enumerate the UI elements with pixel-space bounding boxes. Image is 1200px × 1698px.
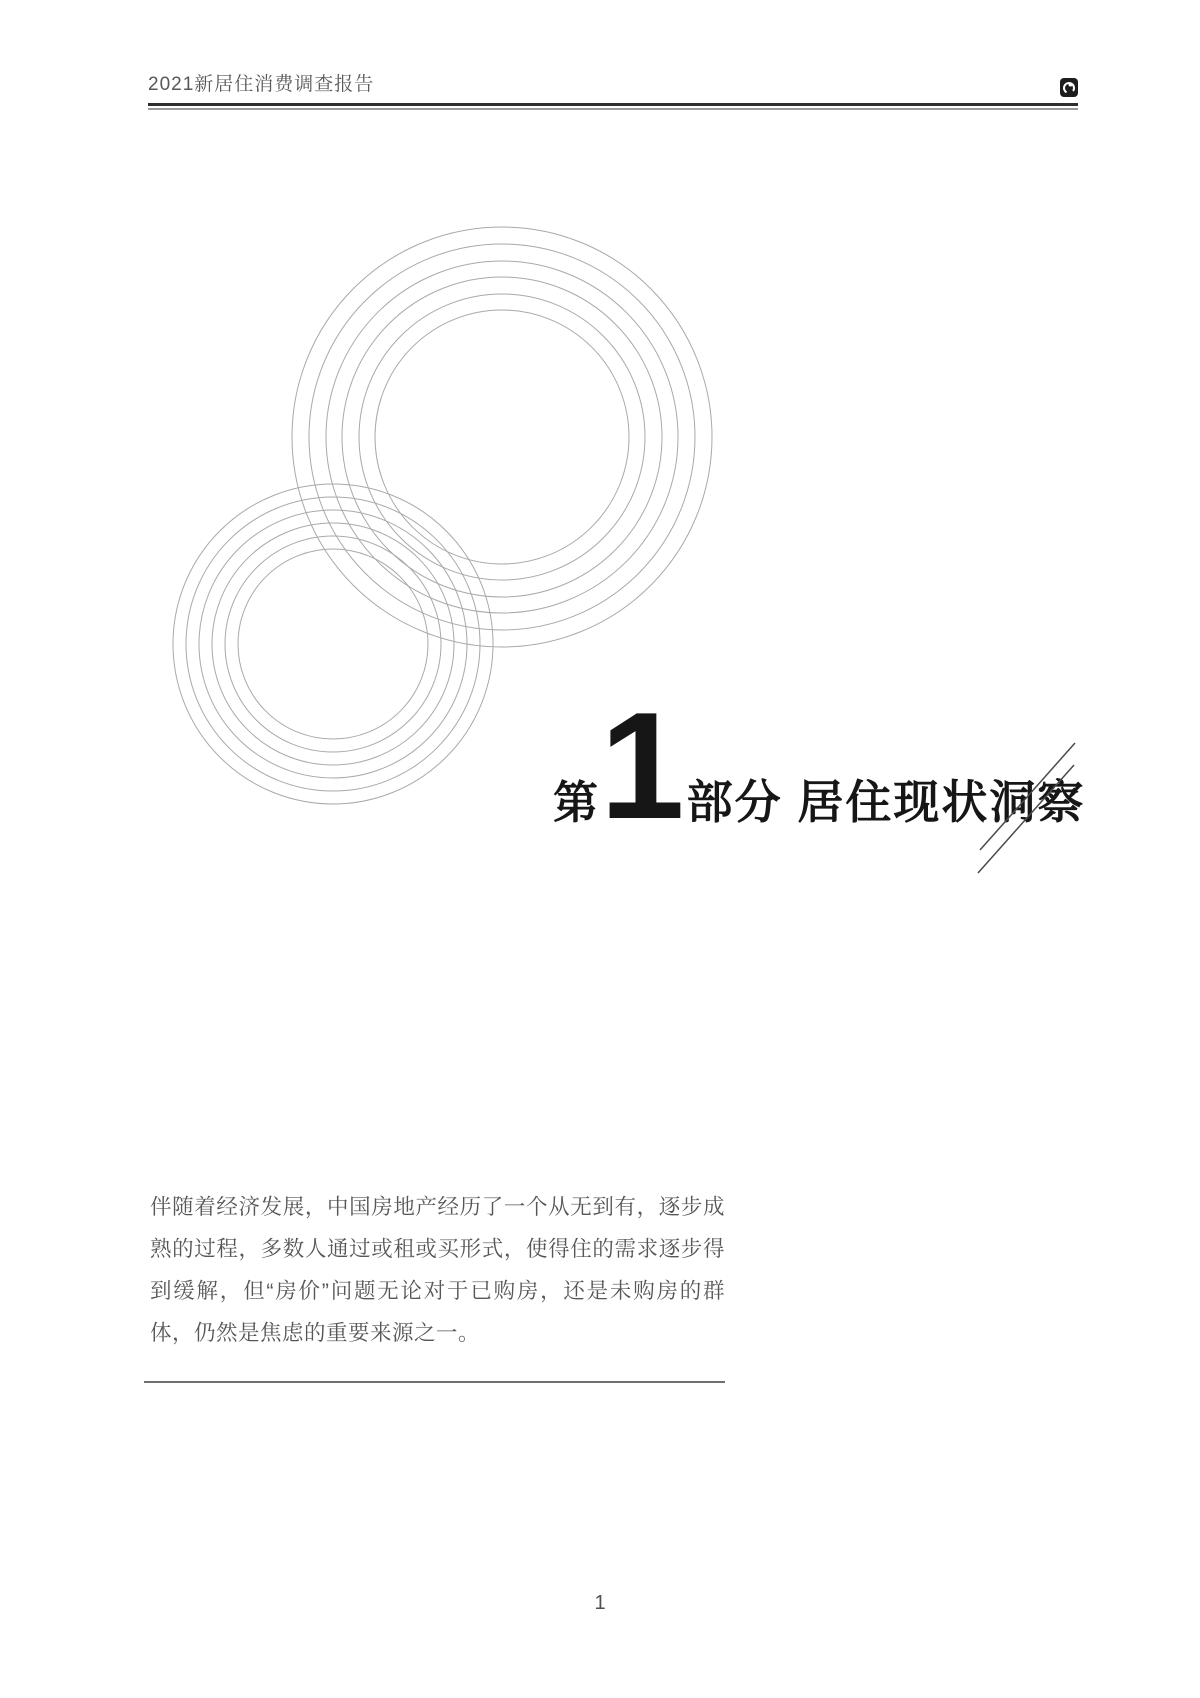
section-title-prefix: 第 <box>553 777 599 828</box>
section-title-label: 部分 居住现状洞察 <box>686 776 1086 828</box>
page-number: 1 <box>594 1592 606 1614</box>
section-divider-rule <box>144 1381 725 1383</box>
section-number: 1 <box>600 681 681 851</box>
shell-logo-icon <box>1060 78 1078 97</box>
intro-paragraph: 伴随着经济发展，中国房地产经历了一个从无到有，逐步成熟的过程，多数人通过或租或买形式，使得住的需求逐步得到缓解，但“房价”问题无论对于已购房，还是未购房的群体，仍然是焦虑的重要来源之一。 <box>150 1195 725 1345</box>
report-title: 2021新居住消费调查报告 <box>148 74 375 95</box>
page-header <box>148 74 1078 110</box>
diagonal-slashes-decoration <box>968 733 1088 883</box>
